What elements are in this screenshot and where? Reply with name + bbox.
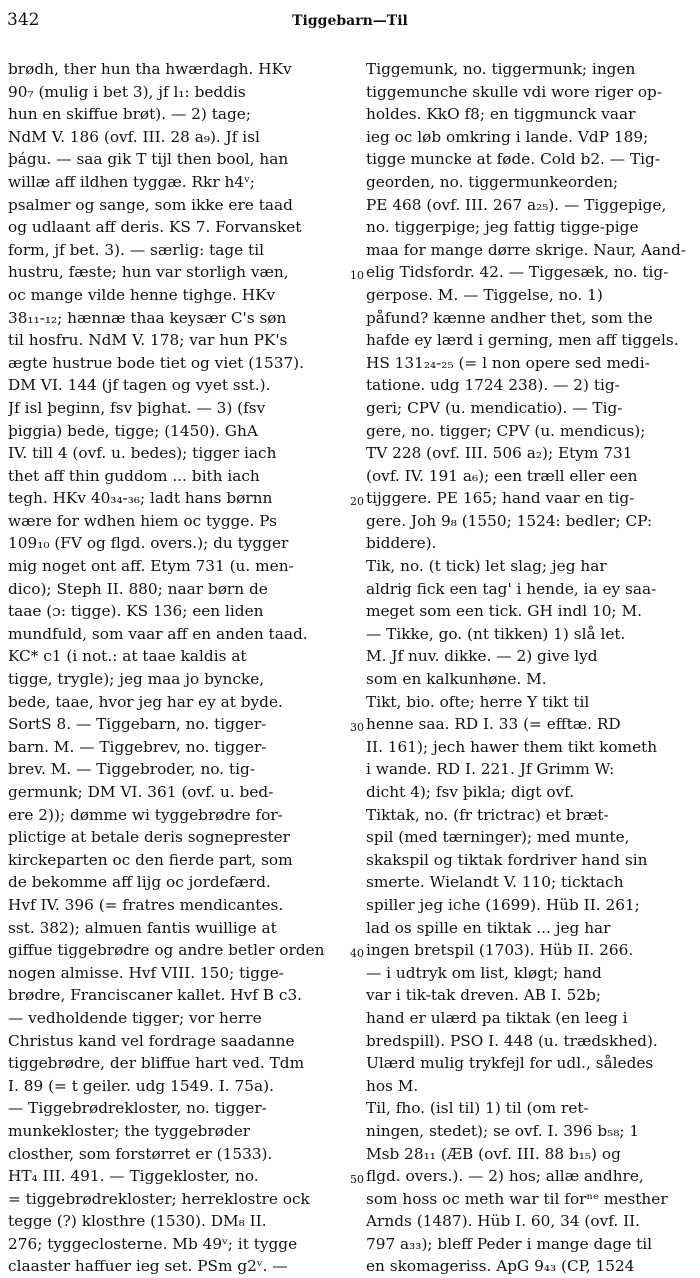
left-column-line: 276; tyggeclosterne. Mb 49ᵛ; it tygge — [8, 1234, 298, 1253]
right-column-line: no. tiggerpige; jeg fattig tigge-pige — [366, 218, 639, 237]
right-column-line: hafde ey lærd i gerning, men aff tiggels. — [366, 331, 679, 350]
right-column-line: aldrig fick een tag' i hende, ia ey saa- — [366, 579, 657, 598]
left-column-line: plictige at betale deris sogneprester — [8, 828, 290, 847]
left-column-line: de bekomme aff lijg oc jordefærd. — [8, 873, 271, 892]
right-column-line: var i tik-tak dreven. AB I. 52b; — [366, 986, 602, 1005]
line-number: 50 — [350, 1173, 364, 1187]
right-column-line: skakspil og tiktak fordriver hand sin — [366, 850, 648, 869]
left-column-line: DM VI. 144 (jf tagen og vyet sst.). — [8, 376, 271, 395]
right-column-line: M. Jf nuv. dikke. — 2) give lyd — [366, 647, 598, 666]
right-column — [366, 58, 696, 1278]
left-column-line: 109₁₀ (FV og flgd. overs.); du tygger — [8, 534, 289, 553]
right-column-line: 797 a₃₃); bleff Peder i mange dage til — [366, 1234, 653, 1253]
left-column-line: Hvf IV. 396 (= fratres mendicantes. — [8, 895, 284, 914]
left-column-line: wære for wdhen hiem oc tygge. Ps — [8, 511, 277, 530]
left-column-line: þiggia) bede, tigge; (1450). GhA — [8, 421, 258, 440]
left-column-line: KC* c1 (i not.: at taae kaldis at — [8, 647, 247, 666]
right-column-line: — Tikke, go. (nt tikken) 1) slå let. — [366, 624, 626, 643]
right-column-line: dicht 4); fsv þikla; digt ovf. — [366, 783, 575, 801]
right-column-line: ieg oc løb omkring i lande. VdP 189; — [366, 127, 649, 146]
right-column-line: flgd. overs.). — 2) hos; allæ andhre, — [366, 1167, 644, 1186]
left-column-line: Christus kand vel fordrage saadanne — [8, 1031, 295, 1050]
left-column-line: 38₁₁-₁₂; hænnæ thaa keysær C's søn — [8, 308, 287, 327]
left-column-line: willæ aff ildhen tyggæ. Rkr h4ᵛ; — [8, 172, 255, 191]
left-column-line: mundfuld, som vaar aff en anden taad. — [8, 624, 308, 643]
page-header — [0, 2, 700, 32]
right-column-line: TV 228 (ovf. III. 506 a₂); Etym 731 — [366, 444, 633, 463]
right-column-line: tiggemunche skulle vdi wore riger op- — [366, 82, 663, 101]
right-column-line: (ovf. IV. 191 a₆); een træll eller een — [366, 466, 638, 485]
left-column-line: dico); Steph II. 880; naar børn de — [8, 579, 268, 598]
right-column-line: tijggere. PE 165; hand vaar en tig- — [366, 489, 635, 508]
left-column-line: brødh, ther hun tha hwærdagh. HKv — [8, 60, 292, 78]
left-column-line: NdM V. 186 (ovf. III. 28 a₉). Jf isl — [8, 127, 260, 146]
right-column-line: elig Tidsfordr. 42. — Tiggesæk, no. tig- — [366, 263, 669, 282]
left-column-line: I. 89 (= t geiler. udg 1549. I. 75a). — [8, 1076, 274, 1095]
right-column-line: — i udtryk om list, kløgt; hand — [366, 963, 602, 982]
left-column-line: SortS 8. — Tiggebarn, no. tigger- — [8, 715, 267, 734]
left-column-line: þágu. — saa gik T tijl then bool, han — [8, 150, 289, 169]
left-column-line: munkekloster; the tyggebrøder — [8, 1121, 251, 1140]
right-column-line: PE 468 (ovf. III. 267 a₂₅). — Tiggepige, — [366, 195, 667, 214]
right-column-line: smerte. Wielandt V. 110; ticktach — [366, 873, 624, 892]
right-column-line: maa for mange dørre skrige. Naur, Aand- — [366, 240, 686, 259]
right-column-line: ningen, stedet); se ovf. I. 396 b₅₈; 1 — [366, 1121, 640, 1140]
left-column-line: tegh. HKv 40₃₄-₃₆; ladt hans børnn — [8, 489, 273, 508]
right-column-line: holdes. KkO f8; en tiggmunck vaar — [366, 105, 636, 124]
left-column-line: germunk; DM VI. 361 (ovf. u. bed- — [8, 783, 274, 801]
running-head: Tiggebarn—Til — [292, 13, 408, 29]
left-column-line: brødre, Franciscaner kallet. Hvf B c3. — [8, 986, 303, 1005]
left-column-line: thet aff thin guddom ... bith iach — [8, 466, 260, 485]
left-column-line: bede, taae, hvor jeg har ey at byde. — [8, 692, 283, 711]
left-column-line: ere 2)); dømme wi tyggebrødre for- — [8, 805, 283, 824]
line-number: 40 — [350, 947, 364, 961]
right-column-line: hand er ulærd pa tiktak (en leeg i — [366, 1008, 628, 1027]
left-column-line: form, jf bet. 3). — særlig: tage til — [8, 240, 265, 259]
left-column-line: til hosfru. NdM V. 178; var hun PK's — [8, 331, 288, 350]
right-column-line: HS 131₂₄-₂₅ (= l non opere sed medi- — [366, 353, 650, 372]
right-column-line: Til, fho. (isl til) 1) til (om ret- — [366, 1099, 589, 1118]
right-column-line: biddere). — [366, 534, 437, 553]
left-column-line: tiggebrødre, der bliffue hart ved. Tdm — [8, 1054, 305, 1073]
left-column-line: hustru, fæste; hun var storligh væn, — [8, 263, 289, 282]
left-column-line: og udlaant aff deris. KS 7. Forvansket — [8, 218, 302, 237]
left-column-line: kirckeparten oc den fierde part, som — [8, 850, 293, 869]
right-column-line: spil (med tærninger); med munte, — [366, 828, 630, 847]
left-column-line: = tiggebrødrekloster; herreklostre ock — [8, 1189, 310, 1208]
right-column-line: spiller jeg iche (1699). Hüb II. 261; — [366, 895, 640, 914]
right-column-line: ingen bretspil (1703). Hüb II. 266. — [366, 941, 634, 960]
right-column-line: Msb 28₁₁ (ÆB (ovf. III. 88 b₁₅) og — [366, 1144, 621, 1163]
left-column-line: Jf isl þeginn, fsv þighat. — 3) (fsv — [8, 398, 266, 417]
right-column-line: II. 161); jech hawer them tikt kometh — [366, 737, 658, 756]
left-column-line: closther, som forstørret er (1533). — [8, 1144, 273, 1163]
left-column-line: IV. till 4 (ovf. u. bedes); tigger iach — [8, 444, 277, 463]
left-column-line: psalmer og sange, som ikke ere taad — [8, 195, 293, 214]
left-column-line: giffue tiggebrødre og andre betler orden — [8, 941, 325, 960]
left-column-line: HT₄ III. 491. — Tiggekloster, no. — [8, 1167, 259, 1186]
right-column-line: tatione. udg 1724 238). — 2) tig- — [366, 376, 620, 395]
line-number: 20 — [350, 495, 364, 509]
right-column-line: henne saa. RD I. 33 (= efftæ. RD — [366, 715, 621, 734]
right-column-line: lad os spille en tiktak ... jeg har — [366, 918, 611, 937]
right-column-line: tigge muncke at føde. Cold b2. — Tig- — [366, 150, 660, 169]
left-column-line: — Tiggebrødrekloster, no. tigger- — [8, 1099, 267, 1118]
left-column-line: barn. M. — Tiggebrev, no. tigger- — [8, 737, 267, 756]
left-column-line: oc mange vilde henne tighge. HKv — [8, 285, 276, 304]
right-column-line: Tik, no. (t tick) let slag; jeg har — [366, 557, 607, 576]
right-column-line: Tikt, bio. ofte; herre Y tikt til — [366, 692, 590, 711]
right-column-line: som hoss oc meth war til forⁿᵉ mesther — [366, 1189, 668, 1208]
right-column-line: gere. Joh 9₈ (1550; 1524: bedler; CP: — [366, 511, 653, 530]
left-column-line: taae (ɔ: tigge). KS 136; een liden — [8, 602, 264, 621]
left-column-line: claaster haffuer ieg set. PSm g2ᵛ. — — [8, 1257, 288, 1276]
left-column — [8, 58, 346, 1278]
right-column-line: georden, no. tiggermunkeorden; — [366, 172, 619, 191]
left-column-line: — vedholdende tigger; vor herre — [8, 1008, 262, 1027]
left-column-line: tegge (?) klosthre (1530). DM₈ II. — [8, 1212, 267, 1231]
line-number: 10 — [350, 269, 364, 283]
right-column-line: Arnds (1487). Hüb I. 60, 34 (ovf. II. — [366, 1212, 641, 1231]
right-column-line: Tiggemunk, no. tiggermunk; ingen — [366, 60, 636, 78]
right-column-line: Tiktak, no. (fr trictrac) et bræt- — [366, 805, 609, 824]
right-column-line: Ulærd mulig trykfejl for udl., således — [366, 1054, 654, 1073]
right-column-line: meget som een tick. GH indl 10; M. — [366, 602, 642, 621]
left-column-line: sst. 382); almuen fantis wuillige at — [8, 918, 277, 937]
left-column-line: ægte hustrue bode tiet og viet (1537). — [8, 353, 305, 372]
right-column-line: som en kalkunhøne. M. — [366, 670, 547, 689]
page-number: 342 — [7, 10, 40, 30]
right-column-line: gere, no. tigger; CPV (u. mendicus); — [366, 421, 646, 440]
left-column-line: mig noget ont aff. Etym 731 (u. men- — [8, 557, 294, 576]
right-column-line: hos M. — [366, 1076, 419, 1095]
left-column-line: brev. M. — Tiggebroder, no. tig- — [8, 760, 256, 779]
right-column-line: en skomageriss. ApG 9₄₃ (CP, 1524 — [366, 1257, 635, 1276]
left-column-line: tigge, trygle); jeg maa jo byncke, — [8, 670, 265, 689]
right-column-line: geri; CPV (u. mendicatio). — Tig- — [366, 398, 623, 417]
right-column-line: i wande. RD I. 221. Jf Grimm W: — [366, 760, 615, 779]
line-number: 30 — [350, 721, 364, 735]
right-column-line: gerpose. M. — Tiggelse, no. 1) — [366, 285, 603, 304]
left-column-line: nogen almisse. Hvf VIII. 150; tigge- — [8, 963, 284, 982]
right-column-line: bredspill). PSO I. 448 (u. trædskhed). — [366, 1031, 658, 1050]
left-column-line: hun en skiffue brøt). — 2) tage; — [8, 105, 251, 124]
right-column-line: påfund? kænne andher thet, som the — [366, 308, 653, 327]
left-column-line: 90₇ (mulig i bet 3), jf l₁: beddis — [8, 82, 246, 101]
